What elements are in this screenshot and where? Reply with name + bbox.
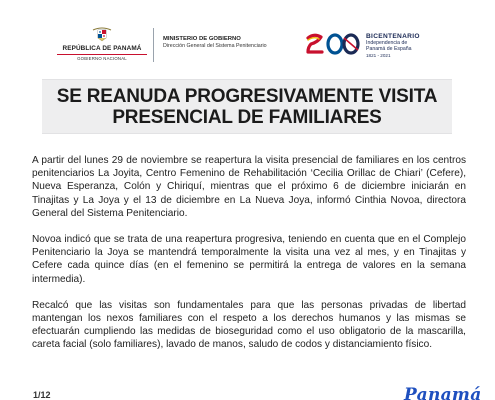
headline-box bbox=[42, 79, 452, 134]
bicentenario-200-logo-icon bbox=[304, 31, 364, 57]
bicentenario-line1: Independencia de bbox=[366, 40, 408, 46]
panama-coat-of-arms-icon bbox=[90, 26, 114, 42]
ministry-label bbox=[163, 36, 298, 49]
gobierno-nacional-label: GOBIERNO NACIONAL bbox=[77, 56, 127, 62]
paragraph-2: Novoa indicó que se trata de una reapertura progresiva, teniendo en cuenta que en el Complejo Penitenciario la Joya se mantendrá temporalmente la visita una vez al mes, y en Tinajitas y Cefere cada quince días (en el femenino se permitirá la entrega de valores en la semana intermedia). bbox=[32, 234, 466, 285]
bicentenario-years: 1821 - 2021 bbox=[366, 53, 391, 58]
paragraph-1: A partir del lunes 29 de noviembre se reapertura la visita presencial de familiares en los centros penitenciarios La Joyita, Centro Femenino de Rehabilitación ‘Cecilia Orillac de Chiari’ (Cefere), Nueva Esperanza, Colón y Chiriquí, mientras que el próximo 6 de diciembre iniciarán en Tinajitas y La Joya y el 13 de diciembre en La Nueva Joya, informó Cinthia Novoa, directora General del Sistema Penitenciario. bbox=[32, 155, 466, 219]
article-body bbox=[32, 154, 466, 365]
paragraph-3: Recalcó que las visitas son fundamentales para que las personas privadas de libertad mantengan los nexos familiares con el respeto a los derechos humanos y las mismas se efectuarán cumpliendo las medidas de bioseguridad como el uso obligatorio de la mascarilla, careta facial (solo familiares), lavado de manos, saludo de codos y distanciamiento físico. bbox=[32, 299, 466, 351]
republica-divider bbox=[57, 54, 147, 55]
headline-line-1: SE REANUDA PROGRESIVAMENTE VISITA bbox=[56, 86, 438, 107]
header-divider bbox=[153, 28, 154, 62]
ministry-subtitle: Dirección General del Sistema Penitenciario bbox=[163, 43, 267, 49]
headline-line-2: PRESENCIAL DE FAMILIARES bbox=[112, 107, 382, 128]
header bbox=[0, 26, 495, 66]
bicentenario-title: BICENTENARIO bbox=[366, 33, 420, 40]
republica-logo bbox=[52, 26, 152, 61]
headline bbox=[42, 80, 452, 128]
bicentenario-line2: Panamá de España bbox=[366, 46, 412, 52]
bicentenario-label bbox=[366, 33, 456, 58]
republica-title: REPÚBLICA DE PANAMÁ bbox=[62, 45, 142, 52]
ministry-title: MINISTERIO DE GOBIERNO bbox=[163, 36, 241, 42]
panama-brand-logo: Panamá bbox=[404, 385, 482, 400]
page-number: 1/12 bbox=[33, 390, 51, 400]
